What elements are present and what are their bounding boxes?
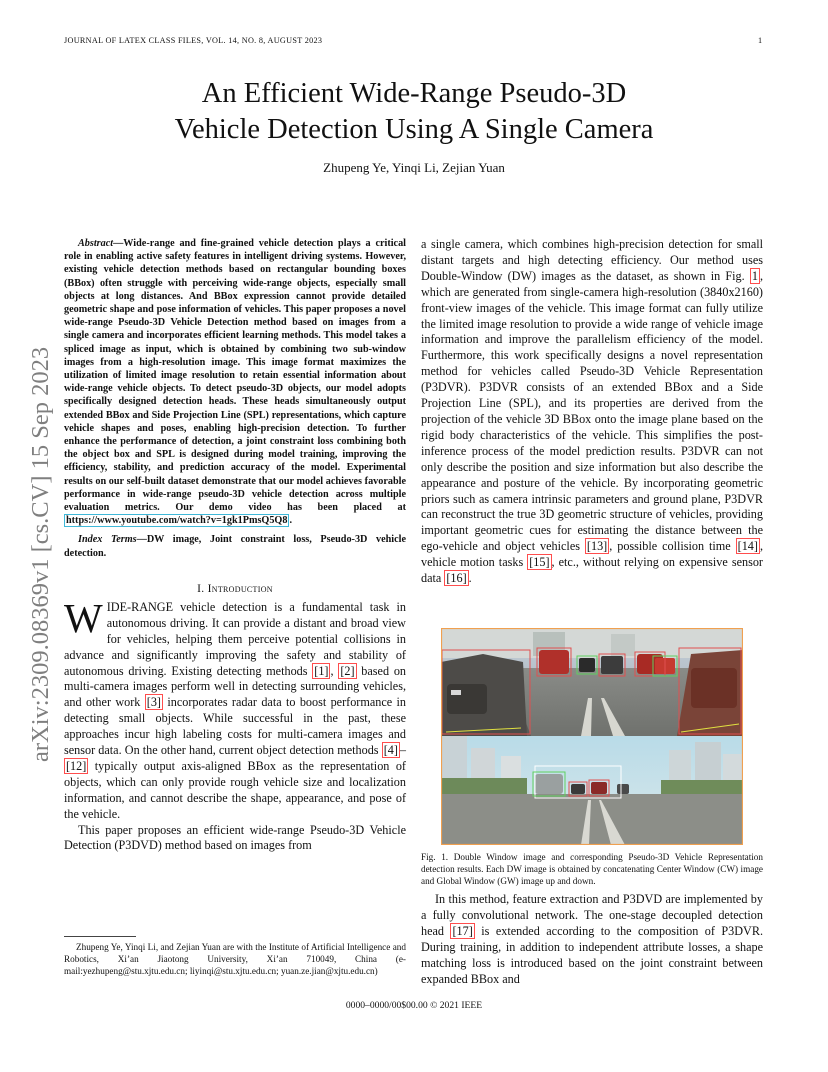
author-list: Zhupeng Ye, Yinqi Li, Zejian Yuan [323,160,505,175]
intro-text-4: incorporates radar data to boost performance in detecting small objects. While successful in the past, these approaches incur high labeling costs for multi-camera images and sensor data. On the other hand, current object detection methods [64,695,406,758]
abstract [64,237,406,527]
citation-ref[interactable]: [14] [737,539,758,554]
intro-paragraph-2: This paper proposes an efficient wide-range Pseudo-3D Vehicle Detection (P3DVD) method based on images from [64,822,406,853]
index-terms [64,533,406,559]
right-text-3: , possible collision time [609,539,736,554]
footnote-rule [64,936,136,937]
abstract-end: . [289,515,292,527]
right-text-5: , etc., without relying on expensive sensor data [421,555,763,586]
figure-caption: Fig. 1. Double Window image and corresponding Pseudo-3D Vehicle Representation detection results. Each DW image is obtained by concatenating Center Window (CW) image and Global Window (GW) image up and down. [421,852,763,886]
right-text-6: . [468,571,472,586]
intro-text-2: , [330,663,339,678]
title-line-2: Vehicle Detection Using A Single Camera [174,114,654,145]
right-column [421,237,763,587]
footnote-text: Zhupeng Ye, Yinqi Li, and Zejian Yuan are with the Institute of Artificial Intelligence and Robotics, Xi’an Jiaotong University, Xi’an 710049, China (e-mail:yezhupeng@stu.xjtu.edu.cn; liyinqi@stu.xjtu.edu.cn; yuan.ze.jian@xjtu.edu.cn) [64,942,406,977]
left-column [64,237,406,854]
center-window-image [441,628,743,736]
intro-text-1: IDE-RANGE vehicle detection is a fundamental task in autonomous driving. It can provide a distant and broad view for vehicles, helping them perceive potential collisions in advance and significantly improving the safety and stability of autonomous driving. Existing detecting methods [64,599,406,678]
citation-ref[interactable]: [17] [452,923,473,938]
right2-text-1: In this method, feature extraction and P3DVD are implemented by a fully convolutional network. The one-stage decoupled detection head [421,892,763,938]
citation-ref[interactable]: [15] [529,555,550,570]
right-text-4: , vehicle motion tasks [421,539,763,570]
right-text-2: , which are generated from single-camera high-resolution (3840x2160) front-view images of the vehicle. This image format can fully utilize the limited image resolution to provide a wide range of vehicle image information and improve the parallelism efficiency of the model. Furthermore, this work specifically designs a novel representation method for vehicles called Pseudo-3D Vehicle Representation (P3DVR). P3DVR consists of an extended BBox and a Side Projection Line (SPL), and its properties are derived from the projection of the vehicle 3D BBox onto the image plane based on the rigid body characteristics of the vehicle. This simplifies the post-inference process of the model prediction results. P3DVR can not only describe the position and size information but also describe the appearance and posture of the vehicle. By incorporating geometric priors such as camera intrinsic parameters and ground plane, P3DVR can reconstruct the true 3D geometric structure of vehicles, providing important geometric cues for estimating the distance between the ego-vehicle and object vehicles [421,268,763,554]
index-terms-text: —DW image, Joint constraint loss, Pseudo-3D vehicle detection. [64,534,406,559]
index-terms-lead: Index Terms [78,534,137,546]
global-window-image [441,736,743,845]
affiliation-footnote [64,936,406,978]
demo-video-link[interactable]: https://www.youtube.com/watch?v=1gk1PmsQ5Q8 [66,515,288,527]
right-paragraph-1 [421,237,763,587]
dw-image-illustration [441,628,743,845]
figure-ref[interactable]: 1 [751,268,758,283]
intro-text-3: based on multi-camera images perform well in detecting surrounding vehicles, and other work [64,663,407,710]
intro-paragraph-1 [64,594,407,823]
paper-title [64,76,764,148]
citation-ref[interactable]: [1] [314,663,329,678]
right-column-lower [421,892,763,987]
abstract-text: —Wide-range and fine-grained vehicle detection plays a critical role in enabling active safety features in intelligent driving systems. However, existing vehicle detection methods based on rectangular bounding boxes (BBox) often struggle with perceiving wide-range objects, especially small objects at long distances. And BBox expression cannot provide detailed geometric shape and pose information of vehicles. This paper proposes a novel wide-range Pseudo-3D Vehicle Detection method based on images from a single camera and incorporates efficient learning methods. This model takes a spliced image as input, which is obtained by combining two sub-window images from a high-resolution image. This image format maximizes the utilization of limited image resolution to retain essential information about wide-range vehicle objects. To detect pseudo-3D objects, our model adopts specifically designed detection heads. These heads simultaneously output extended BBox and Side Projection Line (SPL) representations, which capture vehicle shapes and poses, enabling high-precision detection. To further enhance the performance of detection, a joint constraint loss combining both the object box and SPL is designed during model training, improving the efficiency, stability, and prediction accuracy of the model. Experimental results on our self-built dataset demonstrate that our model achieves favorable performance in wide-range pseudo-3D vehicle detection across multiple evaluation metrics. Our demo video has been placed at [64,238,406,514]
page-number: 1 [758,36,763,45]
citation-ref[interactable]: [16] [446,571,467,586]
citation-ref[interactable]: [4] [383,743,398,758]
running-head: JOURNAL OF LATEX CLASS FILES, VOL. 14, NO. 8, AUGUST 2023 [64,36,323,45]
citation-ref[interactable]: [2] [340,663,355,678]
arxiv-stamp: arXiv:2309.08369v1 [cs.CV] 15 Sep 2023 [27,346,54,762]
abstract-lead: Abstract [78,238,114,249]
title-line-1: An Efficient Wide-Range Pseudo-3D [201,78,627,109]
section-heading-introduction [64,583,406,595]
intro-text-6: typically output axis-aligned BBox as the representation of objects, which can only provide rough vehicle size and localization information, and cannot describe the shape, appearance, and pose of the vehicle. [64,758,406,821]
citation-ref[interactable]: [3] [146,695,161,710]
figure-1-dw-image [441,628,743,845]
right-paragraph-2 [421,892,763,987]
copyright-line: 0000–0000/00$00.00 © 2021 IEEE [345,1000,483,1011]
right-text-1: a single camera, which combines high-precision detection for small distant targets and high detecting efficiency. Our method uses Double-Window (DW) images as the dataset, as shown in Fig. [421,237,763,283]
drop-cap: W [64,594,103,641]
section-title: Introduction [207,582,273,595]
right2-text-2: is extended according to the composition of P3DVR. During training, in addition to independent attribute losses, a shape matching loss is introduced based on the joint constraint between expanded BBox and [421,923,763,986]
citation-ref[interactable]: [12] [66,758,87,773]
citation-ref[interactable]: [13] [586,539,608,554]
section-numeral: I. [197,582,208,595]
intro-text-5: – [399,743,406,758]
